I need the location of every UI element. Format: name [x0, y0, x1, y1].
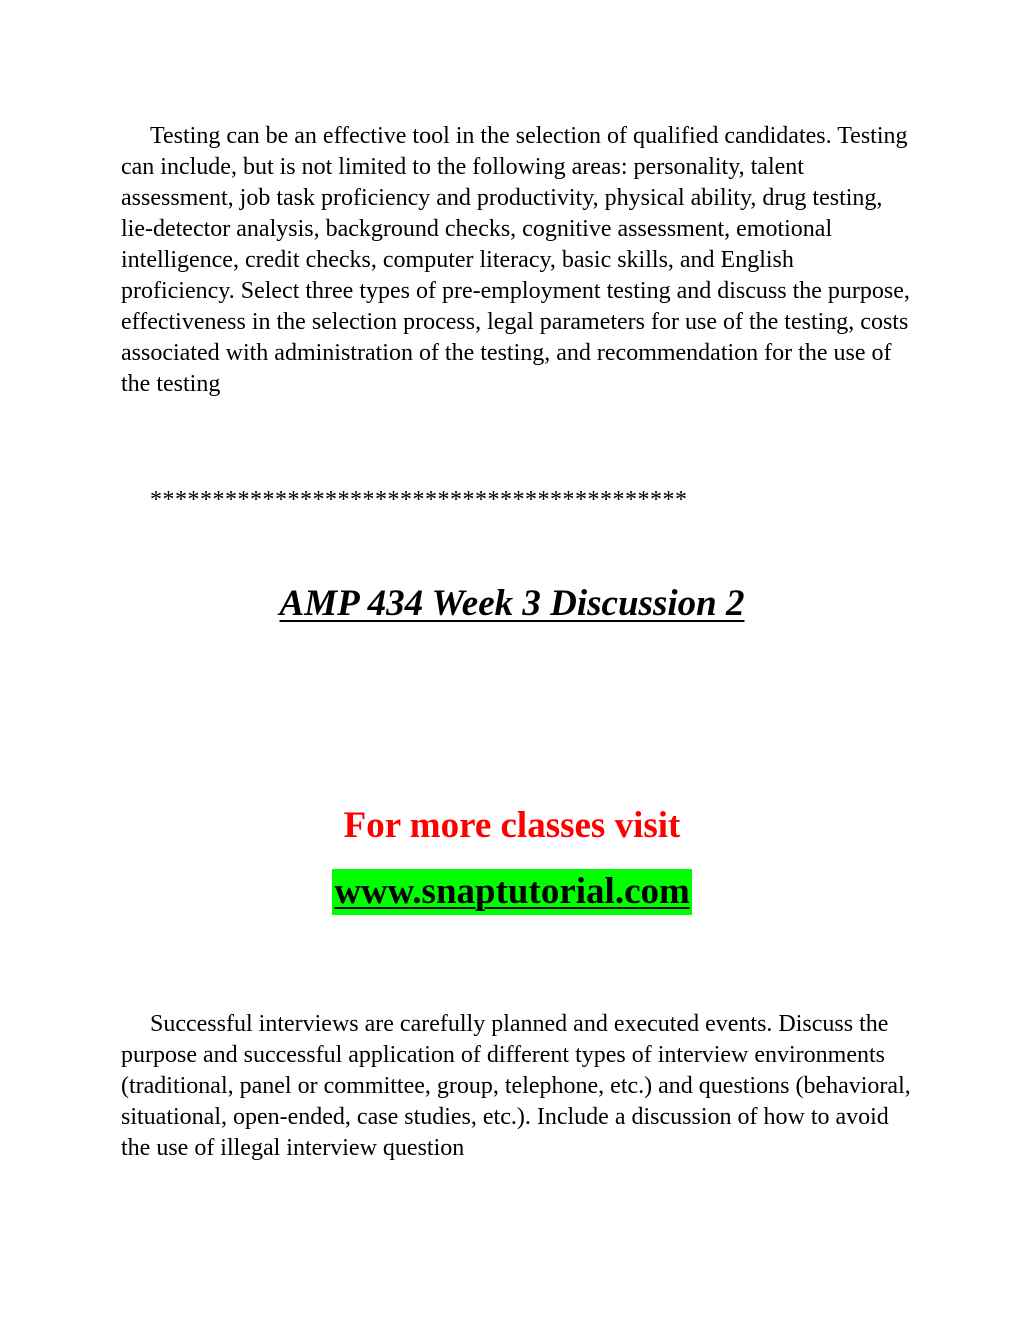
promo-link[interactable]: www.snaptutorial.com: [332, 869, 692, 915]
promo-text: For more classes visit: [343, 805, 681, 846]
discussion-title-heading: [0, 580, 1024, 628]
asterisk-separator: *******************************************: [150, 487, 688, 513]
paragraph-testing-prompt: Testing can be an effective tool in the selection of qualified candidates. Testing can include, but is not limited to the following areas: personality, talent assessment, job task proficiency and productivity, physical ability, drug testing, lie-detector analysis, background checks, cognitive assessment, emotional intelligence, credit checks, computer literacy, basic skills, and English proficiency. Select three types of pre-employment testing and discuss the purpose, effectiveness in the selection process, legal parameters for use of the testing, costs associated with administration of the testing, and recommendation for the use of the testing: [121, 123, 910, 397]
discussion-title: AMP 434 Week 3 Discussion 2: [279, 583, 745, 624]
promo-link-row: [0, 869, 1024, 915]
paragraph-interview-prompt: Successful interviews are carefully planned and executed events. Discuss the purpose and successful application of different types of interview environments (traditional, panel or committee, group, telephone, etc.) and questions (behavioral, situational, open-ended, case studies, etc.). Include a discussion of how to avoid the use of illegal interview question: [121, 1011, 911, 1161]
